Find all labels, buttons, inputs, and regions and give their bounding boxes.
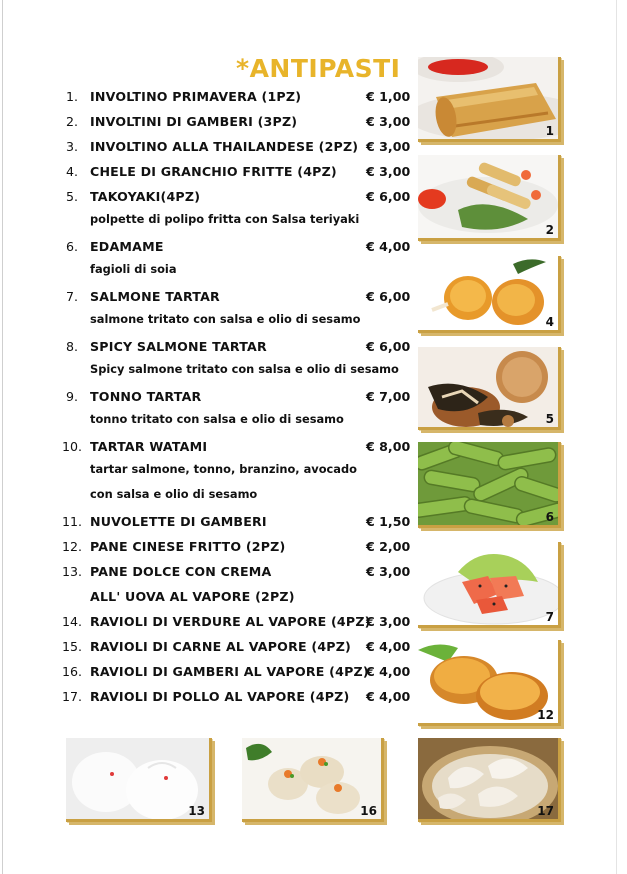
item-description: salmone tritato con salsa e olio di sesamo bbox=[90, 312, 361, 326]
item-number: 13. bbox=[62, 564, 83, 579]
item-name-continued: ALL' UOVA AL VAPORE (2PZ) bbox=[90, 589, 295, 604]
item-price: € 1,50 bbox=[366, 514, 411, 529]
item-name: RAVIOLI DI VERDURE AL VAPORE (4PZ) bbox=[90, 614, 371, 629]
item-number: 15. bbox=[62, 639, 83, 654]
item-description: con salsa e olio di sesamo bbox=[90, 487, 258, 501]
photo-number: 2 bbox=[545, 223, 554, 237]
item-price: € 1,00 bbox=[366, 89, 411, 104]
item-name: RAVIOLI DI GAMBERI AL VAPORE (4PZ) bbox=[90, 664, 369, 679]
item-name: INVOLTINO ALLA THAILANDESE (2PZ) bbox=[90, 139, 359, 154]
item-name: INVOLTINO PRIMAVERA (1PZ) bbox=[90, 89, 302, 104]
item-number: 11. bbox=[62, 514, 83, 529]
photo-number: 7 bbox=[545, 610, 554, 624]
item-number: 17. bbox=[62, 689, 83, 704]
item-name: PANE CINESE FRITTO (2PZ) bbox=[90, 539, 286, 554]
takoyaki-photo bbox=[418, 347, 561, 430]
shrimp-dumplings-photo bbox=[242, 738, 384, 822]
item-name: TARTAR WATAMI bbox=[90, 439, 208, 454]
item-price: € 8,00 bbox=[366, 439, 411, 454]
item-price: € 3,00 bbox=[366, 139, 411, 154]
item-name: TONNO TARTAR bbox=[90, 389, 202, 404]
item-number: 9. bbox=[66, 389, 79, 404]
item-name: RAVIOLI DI CARNE AL VAPORE (4PZ) bbox=[90, 639, 352, 654]
item-price: € 4,00 bbox=[366, 664, 411, 679]
page-title: *ANTIPASTI bbox=[236, 54, 401, 83]
photo-number: 1 bbox=[545, 124, 554, 138]
spring-roll-photo bbox=[418, 57, 561, 142]
item-name: EDAMAME bbox=[90, 239, 164, 254]
item-number: 1. bbox=[66, 89, 79, 104]
item-name: SPICY SALMONE TARTAR bbox=[90, 339, 267, 354]
item-number: 4. bbox=[66, 164, 79, 179]
item-price: € 4,00 bbox=[366, 239, 411, 254]
item-price: € 4,00 bbox=[366, 639, 411, 654]
photo-number: 16 bbox=[360, 804, 377, 818]
item-price: € 2,00 bbox=[366, 539, 411, 554]
item-number: 7. bbox=[66, 289, 79, 304]
item-price: € 3,00 bbox=[366, 164, 411, 179]
item-name: CHELE DI GRANCHIO FRITTE (4PZ) bbox=[90, 164, 337, 179]
edamame-photo bbox=[418, 442, 561, 528]
item-price: € 6,00 bbox=[366, 189, 411, 204]
item-number: 5. bbox=[66, 189, 79, 204]
page-edge bbox=[2, 0, 3, 874]
photo-number: 17 bbox=[537, 804, 554, 818]
photo-number: 4 bbox=[545, 315, 554, 329]
item-description: fagioli di soia bbox=[90, 262, 177, 276]
item-description: Spicy salmone tritato con salsa e olio di sesamo bbox=[90, 362, 399, 376]
photo-number: 5 bbox=[545, 412, 554, 426]
item-number: 16. bbox=[62, 664, 83, 679]
item-price: € 3,00 bbox=[366, 564, 411, 579]
item-price: € 3,00 bbox=[366, 114, 411, 129]
sweet-buns-photo bbox=[66, 738, 212, 822]
item-description: tonno tritato con salsa e olio di sesamo bbox=[90, 412, 344, 426]
fried-bread-photo bbox=[418, 640, 561, 726]
item-description: polpette di polipo fritta con Salsa teriyaki bbox=[90, 212, 360, 226]
item-price: € 4,00 bbox=[366, 689, 411, 704]
item-name: INVOLTINI DI GAMBERI (3PZ) bbox=[90, 114, 298, 129]
item-number: 12. bbox=[62, 539, 83, 554]
salmon-tartar-photo bbox=[418, 542, 561, 628]
crab-claws-photo bbox=[418, 256, 561, 333]
item-number: 8. bbox=[66, 339, 79, 354]
item-name: TAKOYAKI(4PZ) bbox=[90, 189, 201, 204]
item-name: RAVIOLI DI POLLO AL VAPORE (4PZ) bbox=[90, 689, 350, 704]
photo-number: 12 bbox=[537, 708, 554, 722]
chicken-dumplings-photo bbox=[418, 738, 561, 822]
item-name: NUVOLETTE DI GAMBERI bbox=[90, 514, 267, 529]
item-number: 14. bbox=[62, 614, 83, 629]
item-name: PANE DOLCE CON CREMA bbox=[90, 564, 272, 579]
item-number: 3. bbox=[66, 139, 79, 154]
item-description: tartar salmone, tonno, branzino, avocado bbox=[90, 462, 357, 476]
photo-number: 13 bbox=[188, 804, 205, 818]
item-price: € 6,00 bbox=[366, 339, 411, 354]
shrimp-rolls-photo bbox=[418, 155, 561, 241]
item-price: € 6,00 bbox=[366, 289, 411, 304]
item-number: 6. bbox=[66, 239, 79, 254]
item-number: 10. bbox=[62, 439, 83, 454]
page-edge-right bbox=[616, 0, 617, 874]
item-name: SALMONE TARTAR bbox=[90, 289, 220, 304]
item-number: 2. bbox=[66, 114, 79, 129]
photo-number: 6 bbox=[545, 510, 554, 524]
item-price: € 3,00 bbox=[366, 614, 411, 629]
item-price: € 7,00 bbox=[366, 389, 411, 404]
